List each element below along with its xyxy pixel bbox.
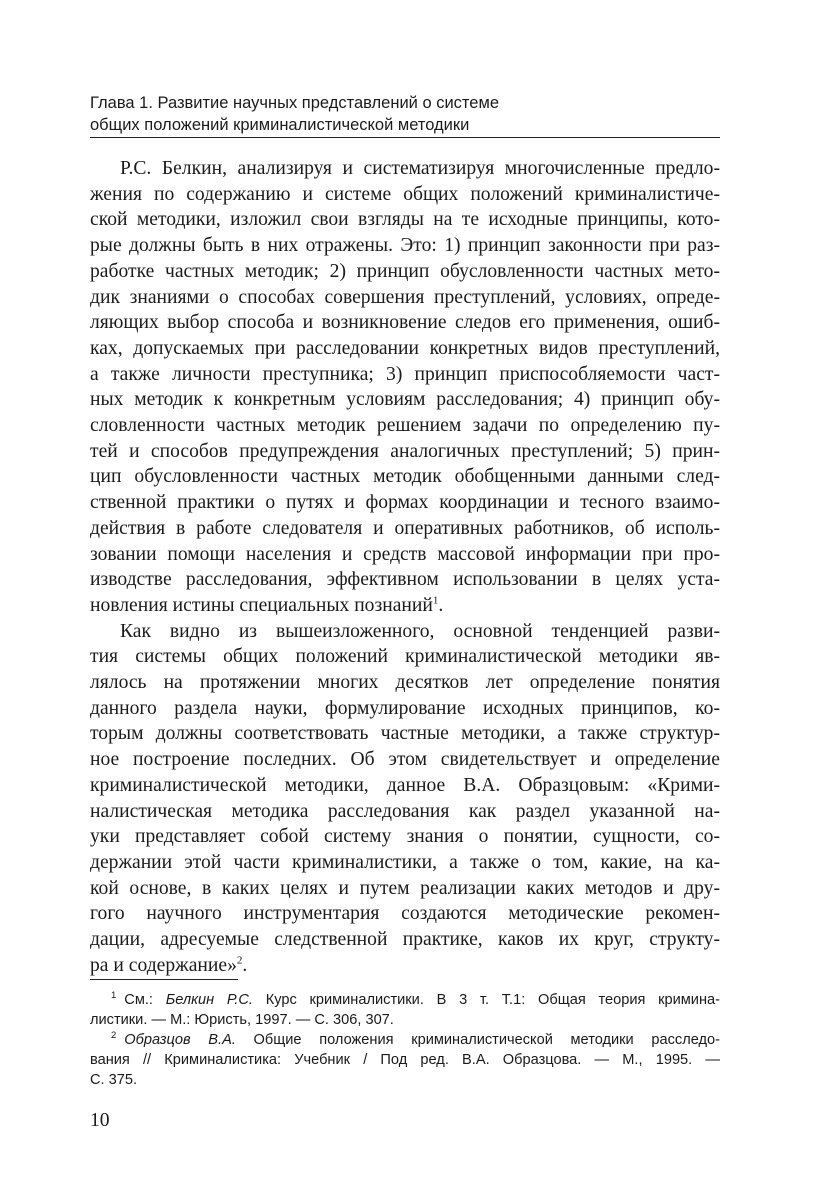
footnote-divider [90, 979, 238, 980]
paragraph-2-line: гого научного инструментария создаются методические рекомен- [90, 903, 720, 925]
paragraph-2-line: данного раздела науки, формулирование исходных принципов, ко- [90, 697, 720, 719]
paragraph-1-line: дик знаниями о способах совершения преступлений, условиях, опреде- [90, 286, 720, 308]
paragraph-1-line: словленности частных методик решением задачи по определению пу- [90, 415, 720, 437]
footnote-1-prefix: См.: [124, 992, 166, 1008]
paragraph-1-line: Р.С. Белкин, анализируя и систематизируя многочисленные предло- [120, 158, 720, 179]
running-header-line-2: общих положений криминалистической методики [90, 116, 470, 134]
footnote-2-mark: 2 [111, 1030, 117, 1042]
footnote-1 [90, 990, 720, 1030]
paragraph-2-line-text: ра и содержание» [90, 954, 237, 976]
footnote-1-line-2: листики. — М.: Юристь, 1997. — С. 306, 307. [90, 1012, 394, 1028]
footnote-1-text: Курс криминалистики. В 3 т. Т.1: Общая теория кримина- [252, 992, 720, 1008]
footnote-2-line-3: С. 375. [90, 1072, 138, 1088]
paragraph-1-line: зовании помощи населения и средств массовой информации при про- [90, 543, 720, 565]
paragraph-1-line: рые должны быть в них отражены. Это: 1) принцип законности при раз- [90, 235, 720, 257]
paragraph-2-line: уки представляет собой систему знания о понятии, сущности, со- [90, 826, 720, 848]
footnote-1-author: Белкин Р.С. [165, 992, 253, 1008]
paragraph-2-last-line: ра и содержание»$^2$. [90, 954, 248, 976]
paragraph-1-line: работке частных методик; 2) принцип обусловленности частных мето- [90, 260, 720, 282]
paragraph-2-line: держании этой части криминалистики, а также о том, какие, на ка- [90, 851, 720, 873]
running-header [90, 92, 720, 136]
paragraph-1-line: ках, допускаемых при расследовании конкретных видов преступлений, [90, 337, 720, 359]
paragraph-2 [90, 619, 720, 979]
paragraph-2-line: торым должны соответствовать частные методики, а также структур- [90, 723, 720, 745]
paragraph-1-line: тей и способов предупреждения аналогичных преступлений; 5) прин- [90, 440, 720, 462]
running-header-line-1: Глава 1. Развитие научных представлений о системе [90, 94, 500, 112]
footnote-2-line-1 [90, 1030, 720, 1050]
paragraph-2-line: лялось на протяжении многих десятков лет определение понятия [90, 672, 720, 694]
paragraph-1 [90, 156, 720, 619]
paragraph-1-line: цип обусловленности частных методик обобщенными данными след- [90, 466, 720, 488]
paragraph-2-line: криминалистической методики, данное В.А. Образцовым: «Крими- [90, 774, 720, 796]
paragraph-2-line: тия системы общих положений криминалистической методики яв- [90, 646, 720, 668]
footnote-2-line-2: вания // Криминалистика: Учебник / Под ред. В.А. Образцова. — М., 1995. — [90, 1052, 720, 1068]
paragraph-1-line: ных методик к конкретным условиям расследования; 4) принцип обу- [90, 389, 720, 411]
paragraph-2-line: налистическая методика расследования как раздел указанной на- [90, 800, 720, 822]
footnote-ref-2[interactable]: 2 [236, 954, 243, 967]
paragraph-1-line: действия в работе следователя и оперативных работников, об исполь- [90, 517, 720, 539]
paragraph-1-line: жения по содержанию и системе общих положений криминалистиче- [90, 183, 720, 205]
footnote-ref-1[interactable]: 1 [432, 594, 439, 607]
paragraph-2-line: дации, адресуемые следственной практике, каков их круг, структу- [90, 929, 720, 951]
footnote-1-mark: 1 [111, 990, 117, 1002]
footnotes [90, 990, 720, 1090]
paragraph-2-line: кой основе, в каких целях и путем реализации каких методов и дру- [90, 877, 720, 899]
paragraph-1-line: ственной практики о путях и формах координации и тесного взаимо- [90, 492, 720, 514]
paragraph-1-line: ской методики, изложил свои взгляды на те исходные принципы, кото- [90, 209, 720, 231]
footnote-2 [90, 1030, 720, 1090]
paragraph-2-line: Как видно из вышеизложенного, основной тенденцией разви- [120, 620, 720, 642]
paragraph-1-line-text: новления истины специальных познаний [90, 594, 433, 616]
paragraph-2-line: ное построение последних. Об этом свидетельствует и определение [90, 749, 720, 771]
paragraph-1-line: ляющих выбор способа и возникновение следов его применения, ошиб- [90, 312, 720, 334]
paragraph-1-last-line: новления истины специальных познаний$^1$. [90, 594, 444, 616]
main-text [90, 156, 720, 979]
page-number: 10 [90, 1110, 110, 1131]
paragraph-1-line: а также личности преступника; 3) принцип приспособляемости част- [90, 363, 720, 385]
footnote-2-text: Общие положения криминалистической методики расследо- [235, 1032, 721, 1048]
header-divider [90, 137, 720, 138]
footnote-2-author: Образцов В.А. [124, 1032, 236, 1048]
paragraph-1-line: изводстве расследования, эффективном использовании в целях уста- [90, 569, 720, 591]
footnote-1-line-1 [90, 990, 720, 1010]
